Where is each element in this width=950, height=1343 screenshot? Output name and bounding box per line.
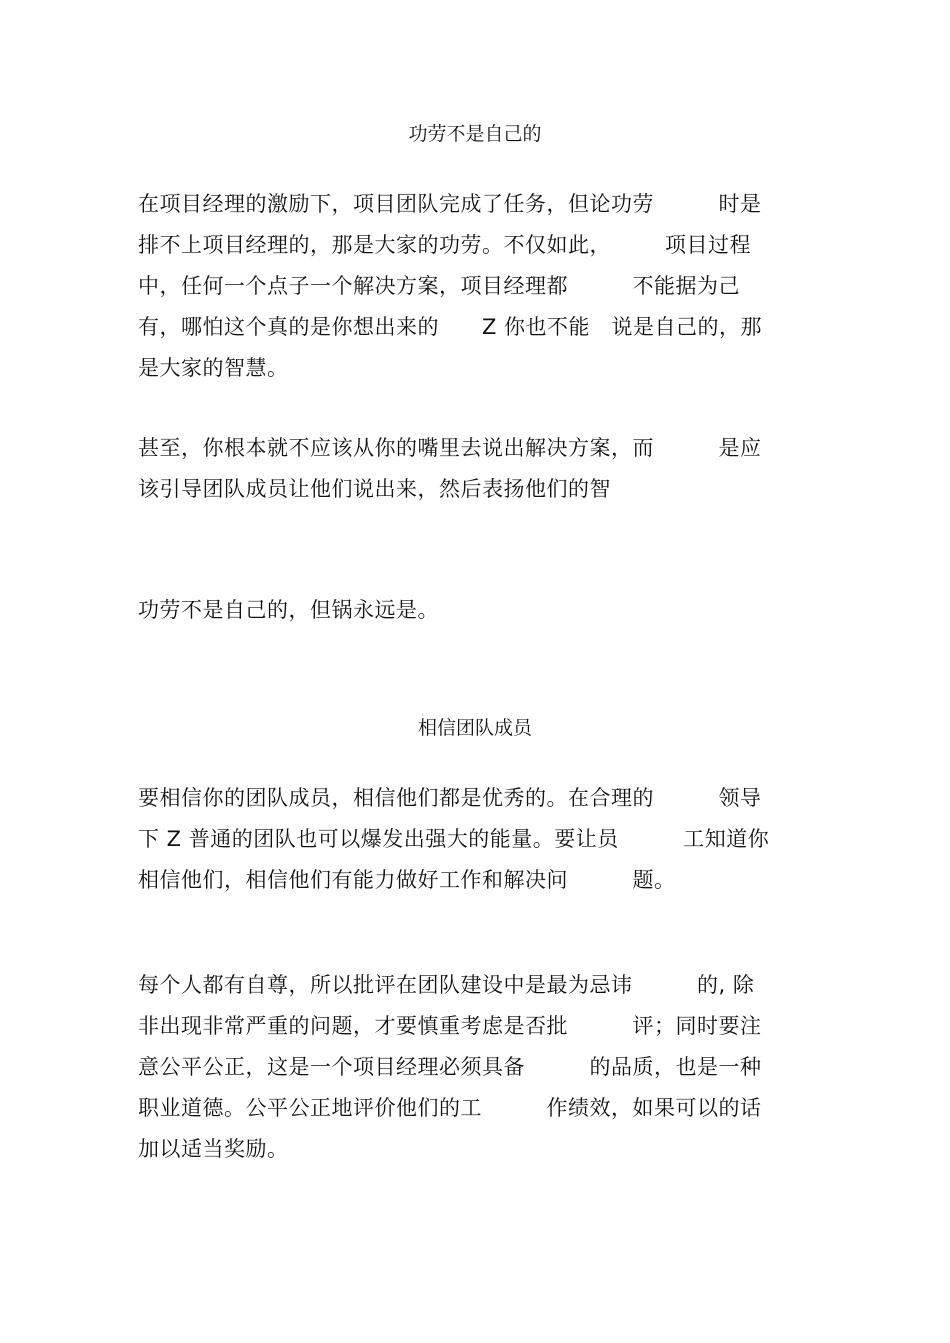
text-line: 排不上项目经理的，那是大家的功劳。不仅如此， 项目过程	[138, 233, 751, 257]
text-line: 是大家的智慧。	[138, 356, 289, 380]
text-line: 在项目经理的激励下，项目团队完成了任务，但论功劳 时是	[138, 192, 762, 216]
text-line: 加以适当奖励。	[138, 1137, 289, 1161]
paragraph-blame	[138, 590, 798, 631]
paragraph-trust-members	[138, 778, 798, 901]
section-title-credit: 功劳不是自己的	[408, 123, 542, 145]
text-line: 相信他们，相信他们有能力做好工作和解决问 题。	[138, 868, 676, 892]
paragraph-guide-team	[138, 428, 798, 510]
text-line: 要相信你的团队成员，相信他们都是优秀的。在合理的 领导	[138, 786, 762, 810]
text-line: 非出现非常严重的问题，才要慎重考虑是否批 评；同时要注	[138, 1014, 762, 1038]
text-line: 甚至，你根本就不应该从你的嘴里去说出解决方案，而 是应	[138, 436, 762, 460]
text-line: 中，任何一个点子一个解决方案，项目经理都 不能据为己	[138, 274, 740, 298]
paragraph-credit-belongs-to-team	[138, 184, 798, 389]
text-line: 该引导团队成员让他们说出来，然后表扬他们的智	[138, 477, 611, 501]
text-line: 每个人都有自尊，所以批评在团队建设中是最为忌讳 的, 除	[138, 973, 755, 997]
text-line: 功劳不是自己的，但锅永远是。	[138, 598, 439, 622]
text-line: 职业道德。公平公正地评价他们的工 作绩效，如果可以的话	[138, 1096, 762, 1120]
text-line: 下 Z 普通的团队也可以爆发出强大的能量。要让员 工知道你	[138, 827, 770, 851]
text-line: 意公平公正，这是一个项目经理必须具备 的品质，也是一种	[138, 1055, 762, 1079]
paragraph-fairness	[138, 965, 798, 1170]
text-line: 有，哪怕这个真的是你想出来的 Z 你也不能 说是自己的，那	[138, 315, 763, 339]
section-title-trust: 相信团队成员	[417, 717, 532, 739]
